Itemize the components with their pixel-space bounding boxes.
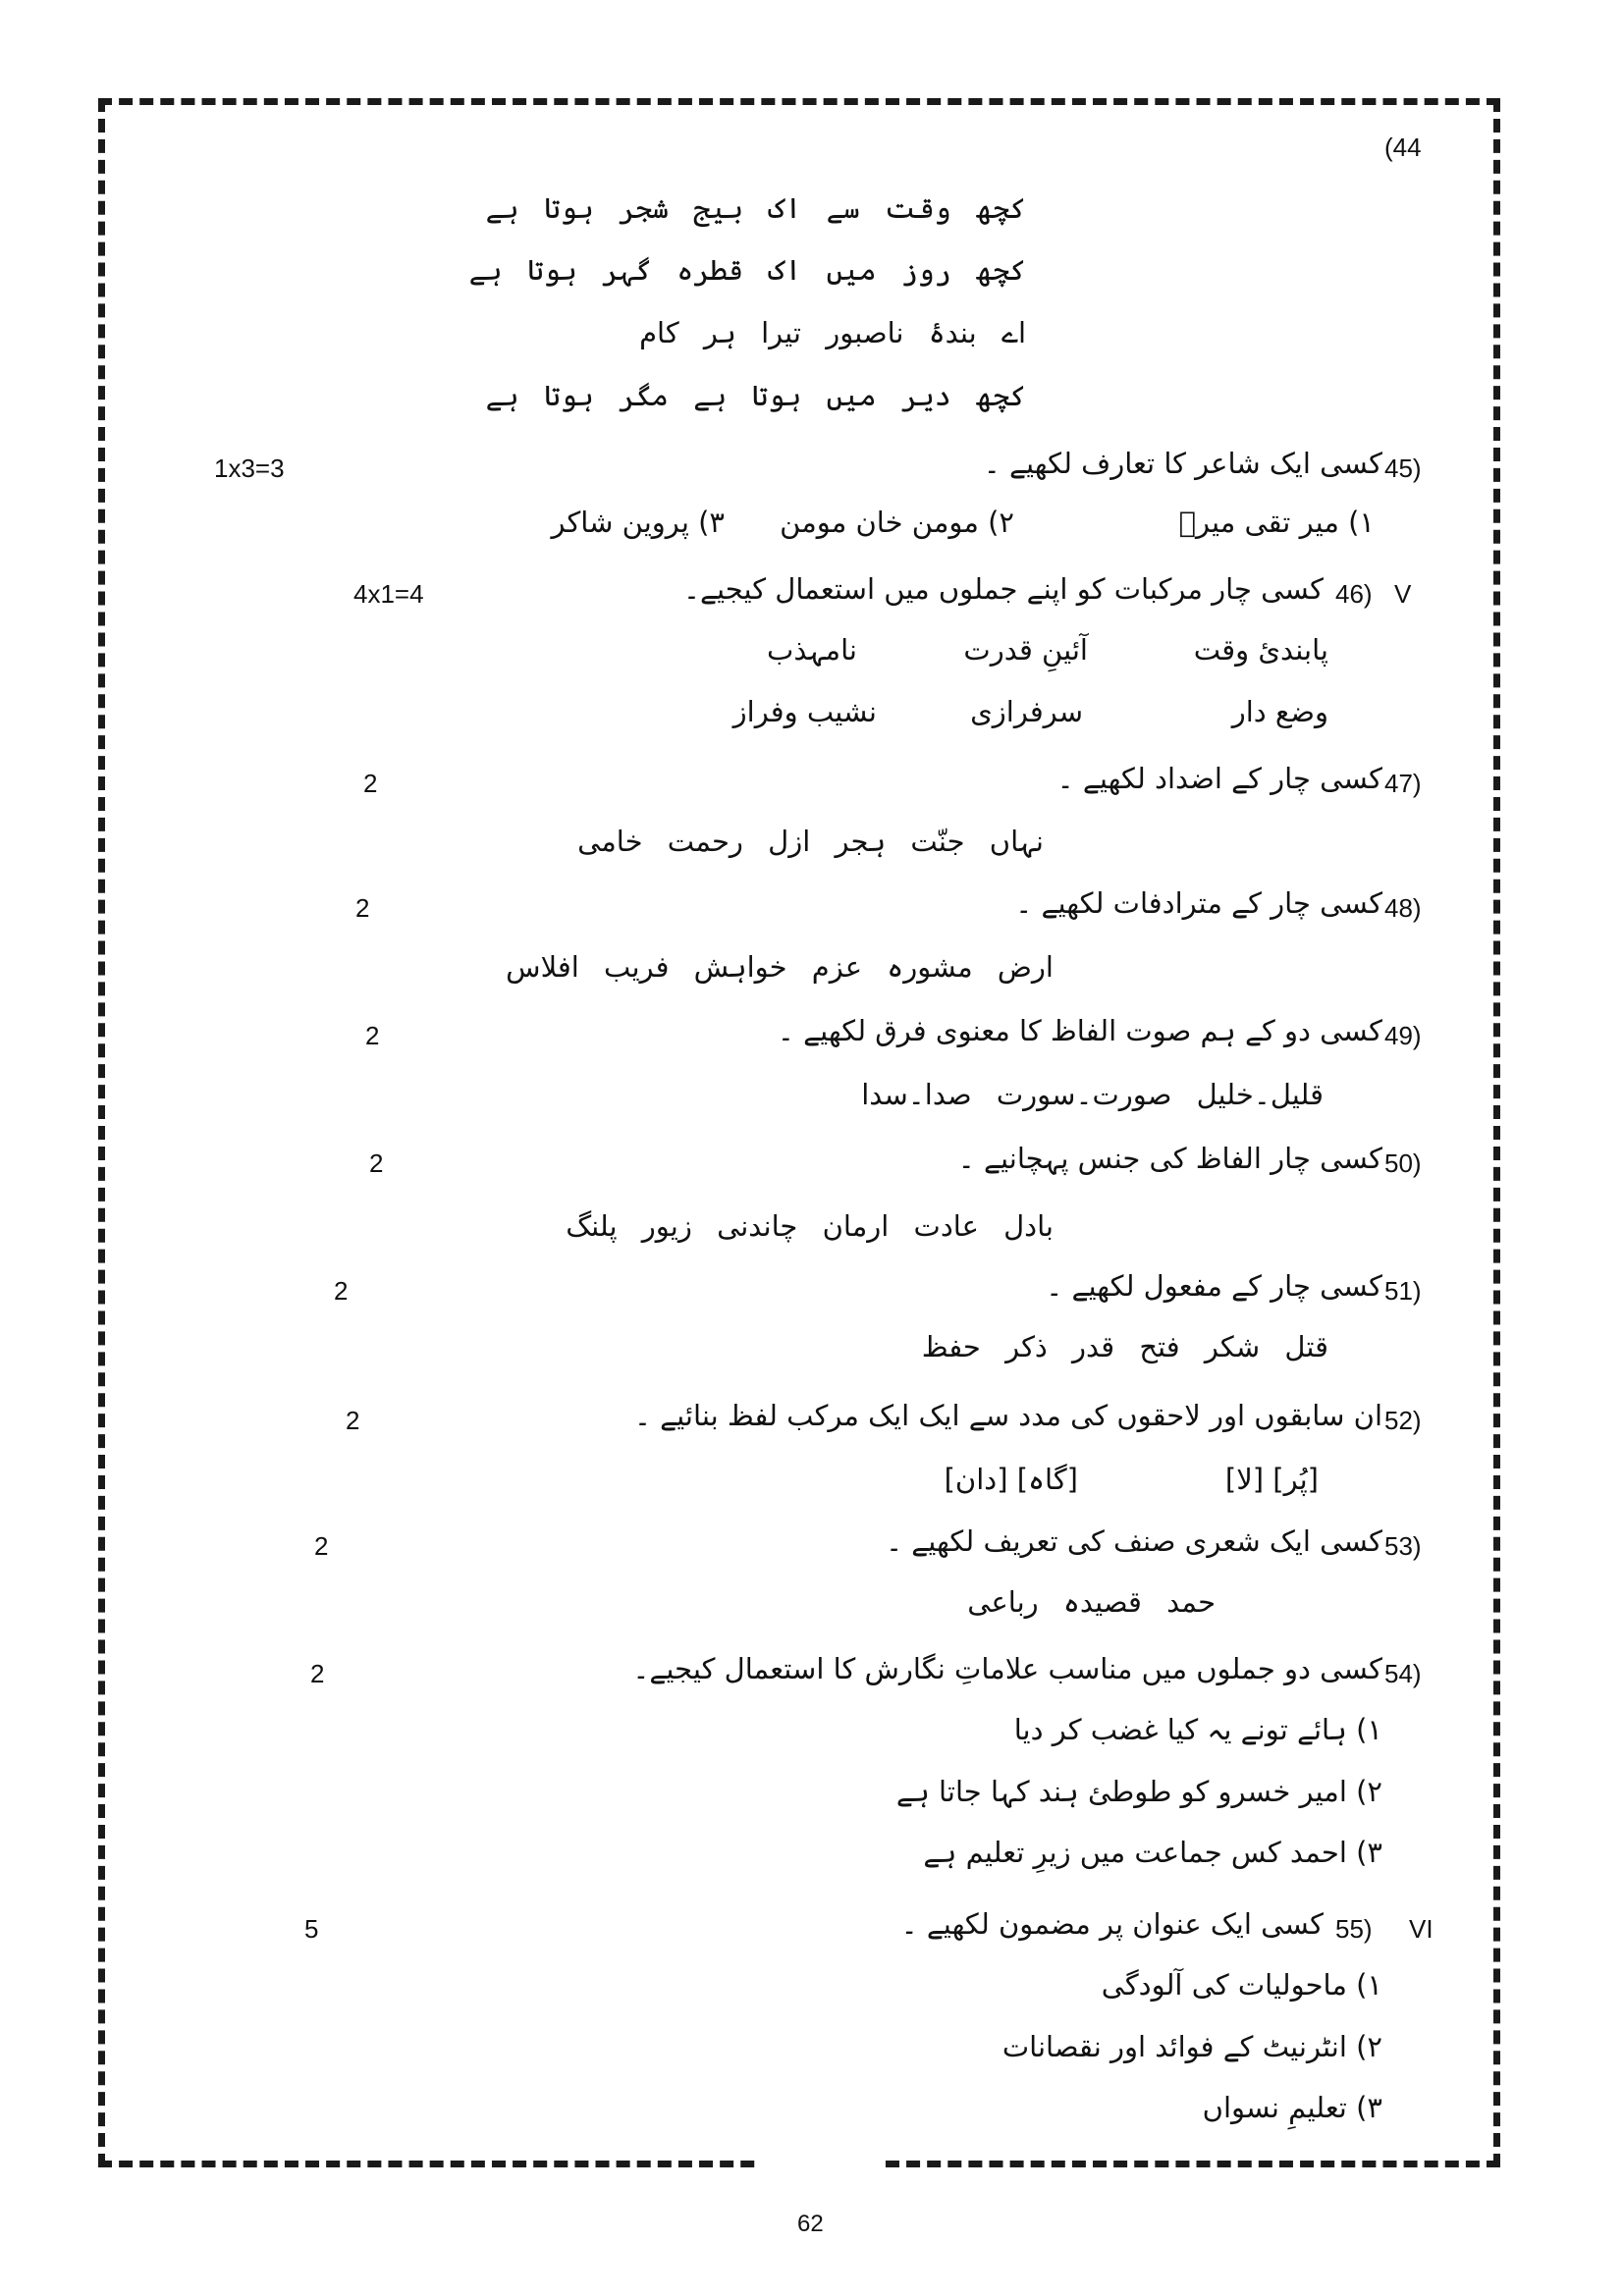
q46-word-6: نشیب وفراز [732, 695, 877, 728]
q50-text: کسی چار الفاظ کی جنس پہچانیے ۔ [957, 1142, 1382, 1175]
q55-item-2: ۲) انٹرنیٹ کے فوائد اور نقصانات [1001, 2030, 1382, 2063]
q46-number: 46) [1335, 579, 1373, 609]
q45-number: 45) [1384, 454, 1422, 483]
poem-line-2: کچھ روز میں اک قطرہ گہر ہوتا ہے [468, 253, 1026, 287]
q51-words: قتل شکر فتح قدر ذکر حفظ [921, 1330, 1328, 1363]
q55-item-3: ۳) تعلیمِ نسواں [1202, 2091, 1382, 2124]
q45-item-1: ۱) میر تقی میرؔ [1178, 506, 1375, 539]
q49-words: قلیل۔خلیل صورت۔سورت صدا۔سدا [861, 1078, 1324, 1111]
q47-text: کسی چار کے اضداد لکھیے ۔ [1056, 762, 1382, 795]
q52-text: ان سابقوں اور لاحقوں کی مدد سے ایک ایک مرکب لفظ بنائیے ۔ [633, 1399, 1382, 1432]
q54-marks: 2 [310, 1659, 325, 1688]
q45-text: کسی ایک شاعر کا تعارف لکھیے ۔ [983, 447, 1382, 480]
q48-words: ارض مشورہ عزم خواہش فریب افلاس [506, 950, 1054, 984]
q46-word-5: سرفرازی [970, 695, 1083, 728]
page-number: 62 [797, 2211, 824, 2237]
q53-text: کسی ایک شعری صنف کی تعریف لکھیے ۔ [886, 1524, 1382, 1558]
q46-text: کسی چار مرکبات کو اپنے جملوں میں استعمال کیجیے۔ [683, 572, 1324, 606]
q50-words: بادل عادت ارمان چاندنی زیور پلنگ [566, 1209, 1054, 1243]
border-gap [756, 2156, 884, 2179]
q52-number: 52) [1384, 1406, 1422, 1435]
q52-marks: 2 [346, 1406, 360, 1435]
q53-number: 53) [1384, 1531, 1422, 1561]
q51-marks: 2 [334, 1276, 349, 1306]
q45-item-2: ۲) مومن خان مومن [780, 506, 1014, 539]
q48-number: 48) [1384, 893, 1422, 923]
q54-item-2: ۲) امیر خسرو کو طوطئ ہند کہا جاتا ہے [895, 1775, 1382, 1808]
q49-marks: 2 [365, 1021, 380, 1050]
q46-word-3: نامہذب [767, 633, 857, 667]
q53-marks: 2 [314, 1531, 329, 1561]
q48-text: کسی چار کے مترادفات لکھیے ۔ [1015, 886, 1382, 920]
q45-item-3: ۳) پروین شاکر [551, 506, 725, 539]
q55-number: 55) [1335, 1914, 1373, 1944]
q49-text: کسی دو کے ہم صوت الفاظ کا معنوی فرق لکھیے ۔ [777, 1014, 1382, 1047]
poem-line-3: اے بندۂ ناصبور تیرا ہر کام [639, 316, 1026, 349]
q47-words: نہاں جنّت ہجر ازل رحمت خامی [577, 825, 1044, 858]
q48-marks: 2 [355, 893, 370, 923]
poem-line-4: کچھ دیر میں ہوتا ہے مگر ہوتا ہے [485, 379, 1026, 412]
q55-marks: 5 [304, 1914, 319, 1944]
q46-word-4: وضع دار [1231, 695, 1328, 728]
q47-marks: 2 [363, 769, 378, 798]
q54-item-3: ۳) احمد کس جماعت میں زیرِ تعلیم ہے [923, 1836, 1382, 1869]
q46-word-2: آئینِ قدرت [963, 633, 1088, 667]
q46-marks: 4x1=4 [353, 579, 424, 609]
poem-line-1: کچھ وقت سے اک بیج شجر ہوتا ہے [485, 191, 1026, 225]
q52-group-2: [گاہ] [دان] [944, 1463, 1078, 1496]
q52-group-1: [پُر] [لا] [1224, 1463, 1319, 1496]
section-vi-label: VI [1409, 1914, 1434, 1944]
q55-item-1: ۱) ماحولیات کی آلودگی [1101, 1968, 1382, 2002]
q47-number: 47) [1384, 769, 1422, 798]
q50-marks: 2 [369, 1148, 384, 1178]
q54-number: 54) [1384, 1659, 1422, 1688]
q45-marks: 1x3=3 [214, 454, 285, 483]
q46-word-1: پابندئ وقت [1193, 633, 1328, 667]
q53-words: حمد قصیدہ رباعی [967, 1585, 1216, 1619]
section-v-label: V [1394, 579, 1412, 609]
q44-label: (44 [1384, 133, 1422, 162]
q50-number: 50) [1384, 1148, 1422, 1178]
q55-text: کسی ایک عنوان پر مضمون لکھیے ۔ [900, 1907, 1324, 1941]
q51-number: 51) [1384, 1276, 1422, 1306]
q49-number: 49) [1384, 1021, 1422, 1050]
q54-item-1: ۱) ہائے تونے یہ کیا غضب کر دیا [1013, 1713, 1382, 1746]
q54-text: کسی دو جملوں میں مناسب علاماتِ نگارش کا استعمال کیجیے۔ [632, 1652, 1382, 1685]
q51-text: کسی چار کے مفعول لکھیے ۔ [1046, 1269, 1382, 1303]
